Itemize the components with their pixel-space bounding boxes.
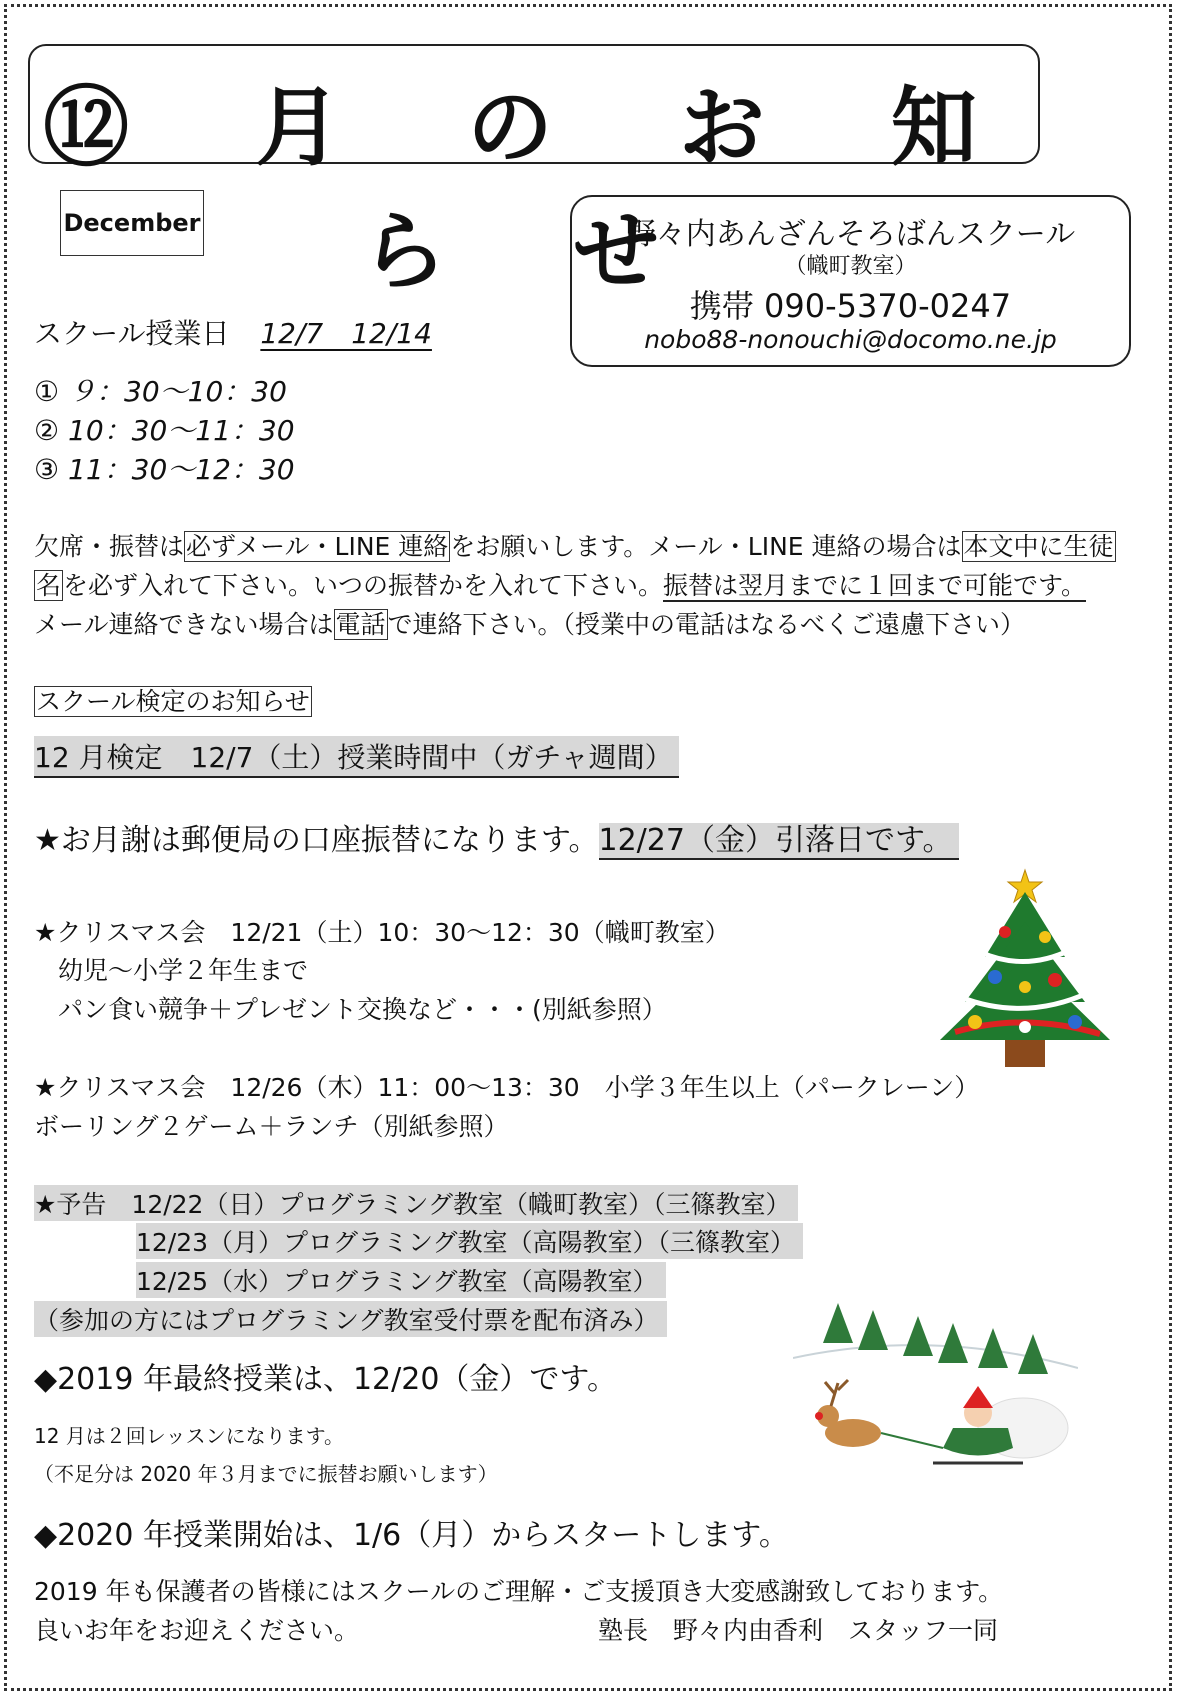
preview-line-3: 12/25（水）プログラミング教室（高陽教室） (136, 1262, 666, 1298)
school-email: nobo88-nonouchi@docomo.ne.jp (644, 325, 1057, 354)
xmas-party-2-line-2: ボーリング２ゲーム＋ランチ（別紙参照） (34, 1112, 509, 1141)
notice-text: 欠席・振替は (34, 532, 185, 561)
xmas-party-1-line-1: ★クリスマス会 12/21（土）10：30～12：30（幟町教室） (34, 918, 730, 947)
notice-text: をお願いします。メール・LINE 連絡の場合は (450, 532, 962, 561)
exam-heading: スクール検定のお知らせ (36, 687, 310, 716)
xmas-party-2-line-1: ★クリスマス会 12/26（木）11：00～13：30 小学３年生以上（パークレーン） (34, 1073, 980, 1102)
schedule-slot-1: ① ９：30～10：30 (34, 375, 287, 408)
notice-line-1 (34, 527, 1116, 563)
fee-line (34, 815, 959, 859)
xmas-party-1-line-3: パン食い競争＋プレゼント交換など・・・(別紙参照） (58, 995, 667, 1024)
month-label: December (63, 209, 201, 237)
last-class-note-2: （不足分は 2020 年３月までに振替お願いします） (34, 1462, 498, 1486)
school-branch: （幟町教室） (784, 254, 917, 279)
notice-text: で連絡下さい。（授業中の電話はなるべくご遠慮下さい） (387, 610, 1026, 639)
school-name: 野々内あんざんそろばんスクール (625, 217, 1076, 252)
closing-line-1: 2019 年も保護者の皆様にはスクールのご理解・ご支援頂き大変感謝致しております。 (34, 1577, 1004, 1606)
christmas-tree-icon (925, 862, 1125, 1067)
schedule-slot-3: ③ 11：30～12：30 (34, 453, 295, 486)
notice-text: メール連絡できない場合は (34, 610, 334, 639)
fee-text: ★お月謝は郵便局の口座振替になります。 (34, 823, 599, 858)
page-title: ⑫ 月 の お 知 ら せ (43, 78, 1025, 302)
notice-line-3 (34, 605, 1025, 641)
notice-boxed-contact: 必ずメール・LINE 連絡 (186, 532, 449, 561)
notice-boxed-phone: 電話 (335, 610, 386, 639)
month-label-box (60, 190, 204, 256)
exam-heading-line (34, 682, 312, 718)
xmas-party-1-line-2: 幼児～小学２年生まで (58, 956, 309, 985)
closing-signature: 塾長 野々内由香利 スタッフ一同 (598, 1616, 999, 1645)
notice-text: を必ず入れて下さい。いつの振替かを入れて下さい。 (63, 571, 664, 600)
notice-line-2 (34, 566, 1086, 602)
start-class-headline: ◆2020 年授業開始は、1/6（月）からスタートします。 (34, 1518, 789, 1553)
notice-underlined-makeup: 振替は翌月までに１回まで可能です。 (663, 571, 1087, 600)
preview-line-1: ★予告 12/22（日）プログラミング教室（幟町教室）（三篠教室） (34, 1185, 798, 1221)
notice-boxed-name: 名 (36, 571, 62, 600)
last-class-note-1: 12 月は２回レッスンになります。 (34, 1424, 345, 1448)
preview-line-2: 12/23（月）プログラミング教室（高陽教室）（三篠教室） (136, 1223, 803, 1259)
preview-line-4: （参加の方にはプログラミング教室受付票を配布済み） (34, 1301, 667, 1337)
exam-detail: 12 月検定 12/7（土）授業時間中（ガチャ週間） (34, 736, 679, 778)
schedule-slot-2: ② 10：30～11：30 (34, 414, 295, 447)
schedule-label: スクール授業日 (34, 317, 230, 350)
contact-box (570, 195, 1131, 367)
last-class-headline: ◆2019 年最終授業は、12/20（金）です。 (34, 1362, 618, 1397)
closing-line-2: 良いお年をお迎えください。 (34, 1616, 360, 1645)
notice-boxed-student: 本文中に生徒 (963, 532, 1114, 561)
reindeer-santa-sleigh-icon (793, 1298, 1078, 1483)
schedule-line (34, 312, 432, 352)
fee-debit-date: 12/27（金）引落日です。 (599, 823, 959, 860)
schedule-dates: 12/7 12/14 (260, 317, 432, 350)
school-phone: 携帯 090-5370-0247 (689, 287, 1012, 325)
